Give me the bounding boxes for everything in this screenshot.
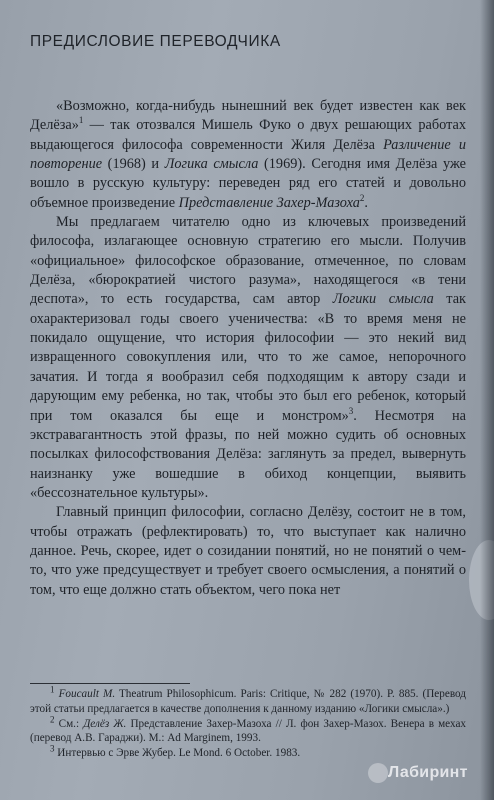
text-run: «Возможно, когда-нибудь нынешний век будет известен как век Делёза» (30, 98, 466, 134)
italic-title: Логика смысла (164, 156, 259, 173)
footnote-ref: 3 (348, 405, 354, 416)
italic-title: Различение и повторение (30, 136, 466, 173)
page-edge-shadow (480, 0, 494, 800)
footnote-ref: 2 (50, 713, 55, 724)
text-run: Представление Захер-Мазоха // Л. фон Захер-Мазох. Венера в мехах (перевод А.В. Гараджи). М.: Ad Marginem, 1993. (30, 717, 467, 745)
paragraph (30, 97, 466, 213)
footnote-ref: 1 (78, 115, 84, 126)
italic-title: Делёз Ж. (83, 717, 127, 730)
italic-title: Представление Захер-Мазоха (178, 194, 360, 211)
footnote-ref: 3 (50, 743, 55, 754)
running-head: ПРЕДИСЛОВИЕ ПЕРЕВОДЧИКА (30, 33, 281, 50)
text-run: . Несмотря на экстравагантность этой фразы, по ней можно судить об основных посылках философствования Делёза: заглянуть за предел, вывернуть наизнанку уже вошедшие в обиход концепции, выявить «бессознательное культуры». (30, 407, 467, 501)
text-run: См.: (54, 717, 84, 730)
watermark: Лабиринт (388, 764, 468, 781)
footnotes (30, 684, 467, 761)
footnote (30, 743, 466, 761)
text-run: Главный принцип философии, согласно Делёзу, состоит не в том, чтобы отражать (рефлектировать) то, что выступает как налично данное. Речь, скорее, идет о созидании понятий, но не понятий о чем-то, что уже предсуществует и требует своего осмысления, а понятий о том, что еще должно стать объектом, чего пока нет (30, 504, 466, 598)
text-run: так охарактеризовал годы своего ученичества: «В то время меня не покидало ощущение, что история философии — это некий вид извращенного совокупления или, что то же самое, непорочного зачатия. И тогда я вообразил себя подходящим к автору сзади и дарующим ему ребенка, но так, чтобы это был его ребенок, который при том оказался бы еще и монстром» (30, 291, 466, 424)
footnote (30, 684, 467, 717)
text-run: — так отозвался Мишель Фуко о двух решающих работах выдающегося философа современности Жиля Делёза (30, 117, 466, 153)
text-run: . (364, 194, 368, 211)
italic-title: Foucault M. (58, 688, 116, 700)
paragraph (30, 503, 466, 600)
footnote-ref: 1 (50, 684, 55, 695)
text-run: (1969). Сегодня имя Делёза уже вошло в русскую культуру: переведен ряд его статей и довольно объемное произведение (30, 156, 466, 211)
text-run: Мы предлагаем читателю одно из ключевых произведений философа, излагающее основную стратегию его мысли. Получив «официальное» философское образование, отмеченное, по словам Делёза, «бюрократией чистого разума», находящегося «в тени деспота», то есть государства, сам автор (30, 214, 466, 308)
footnote-ref: 2 (359, 192, 365, 203)
footnote (30, 713, 467, 747)
labirint-logo-icon (368, 763, 388, 783)
text-run: Theatrum Philosophicum. Paris: Critique, № 282 (1970). P. 885. (Перевод этой статьи предлагается в качестве дополнения к данному изданию «Логики смысла».) (30, 688, 467, 715)
italic-title: Логики смысла (332, 291, 434, 308)
body-text (30, 97, 466, 600)
paragraph (30, 213, 466, 503)
text-run: (1968) и (102, 156, 165, 173)
text-run: Интервью с Эрве Жубер. Le Mond. 6 October. 1983. (54, 747, 301, 760)
